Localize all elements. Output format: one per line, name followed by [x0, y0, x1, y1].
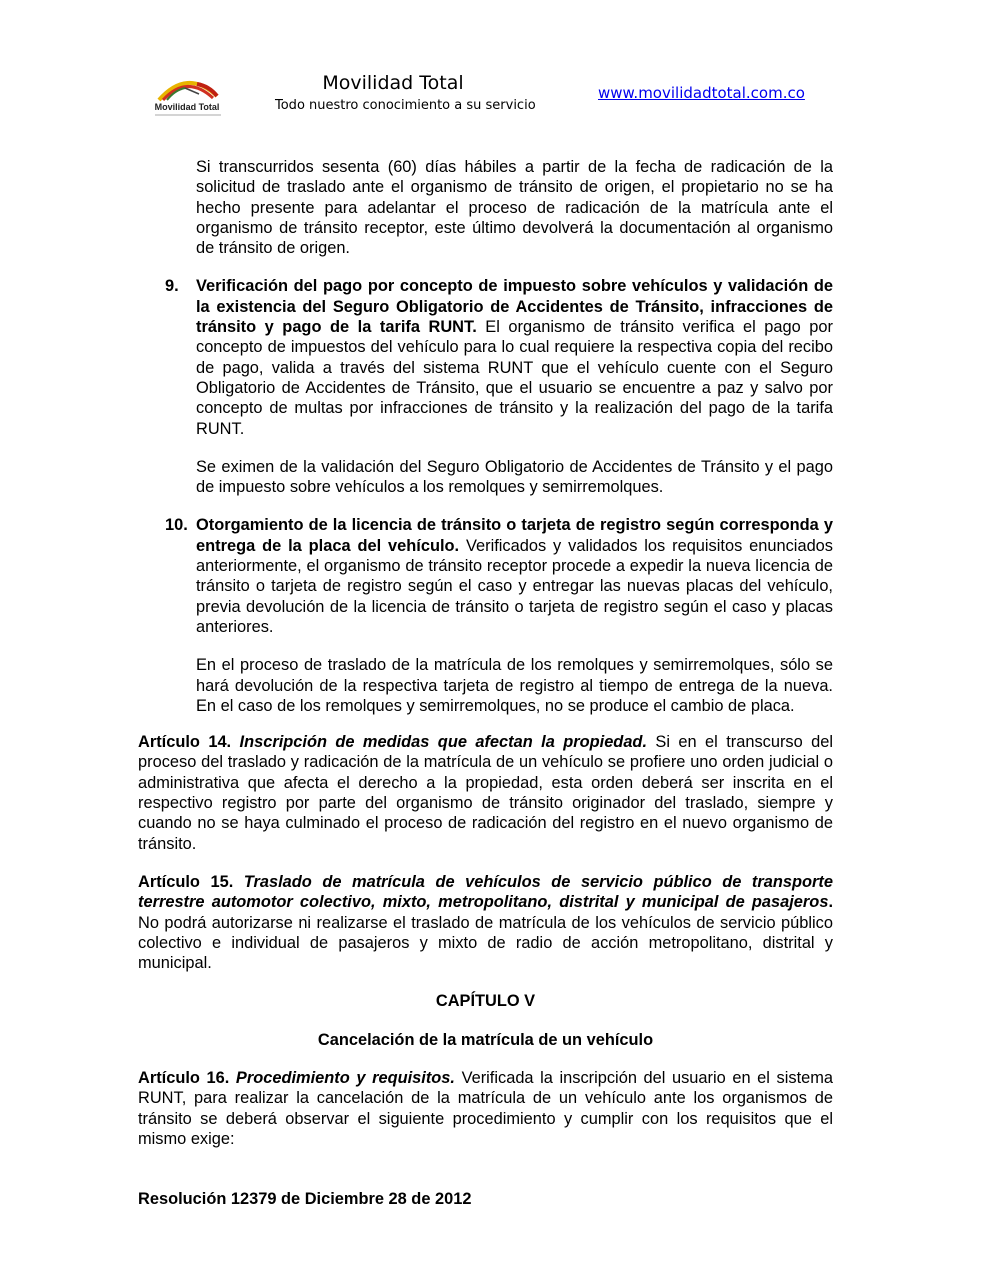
chapter-heading: CAPÍTULO V	[435, 992, 536, 1011]
article-15	[138, 872, 833, 973]
article-label: Artículo 15.	[138, 872, 234, 891]
page-footer: Resolución 12379 de Diciembre 28 de 2012	[138, 1190, 472, 1208]
article-label: Artículo 14.	[138, 733, 232, 752]
paragraph: Se eximen de la validación del Seguro Obligatorio de Accidentes de Tránsito y el pago de impuesto sobre vehículos a los remolques y semirremolques.	[196, 457, 833, 497]
article-text: Si en el transcurso del proceso del traslado y radicación de la matrícula de un vehículo se profiere uno orden judicial o administrativa que afecta el derecho a la propiedad, esta orden deberá ser inscrita en el respectivo registro por parte del organismo de tránsito originador del traslado, siempre y cuando no se haya culminado el proceso de radicación del registro en el nuevo organismo de tránsito.	[138, 733, 833, 853]
list-item-10	[165, 515, 833, 637]
list-item-text: El organismo de tránsito verifica el pago por concepto de impuestos del vehículo para lo cual requiere la respectiva copia del recibo de pago, valida a través del sistema RUNT que el vehículo cuente con el Seguro Obligatorio de Accidentes de Tránsito, que el usuario se encuentre a paz y salvo por concepto de multas por infracciones de tránsito y la realización del pago de la tarifa RUNT.	[196, 318, 833, 438]
movilidad-total-logo-icon	[145, 70, 230, 120]
article-title: Inscripción de medidas que afectan la propiedad.	[239, 733, 648, 752]
article-text: Verificada la inscripción del usuario en el sistema RUNT, para realizar la cancelación de la matrícula de un vehículo ante los organismos de tránsito se deberá observar el siguiente procedimiento y cumplir con los requisitos que el mismo exige:	[138, 1068, 834, 1148]
list-item-9	[165, 276, 833, 438]
chapter-title: Cancelación de la matrícula de un vehículo	[317, 1030, 654, 1049]
article-title: Procedimiento y requisitos.	[235, 1068, 455, 1087]
article-title: Traslado de matrícula de vehículos de servicio público de transporte terrestre automotor colectivo, mixto, metropolitano, distrital y municipal de pasajeros	[138, 872, 833, 912]
paragraph: En el proceso de traslado de la matrícula de los remolques y semirremolques, sólo se hará devolución de la respectiva tarjeta de registro al tiempo de entrega de la nueva. En el caso de los remolques y semirremolques, no se produce el cambio de placa.	[196, 656, 833, 715]
svg-text:Movilidad Total: Movilidad Total	[154, 102, 220, 112]
list-item-heading: Verificación del pago por concepto de impuesto sobre vehículos y validación de la existencia del Seguro Obligatorio de Accidentes de Tránsito, infracciones de tránsito y pago de la tarifa RUNT.	[196, 277, 833, 337]
website-link[interactable]: www.movilidadtotal.com.co	[598, 84, 805, 102]
article-16	[138, 1068, 833, 1149]
header-subtitle: Todo nuestro conocimiento a su servicio	[275, 98, 536, 113]
list-item-heading: Otorgamiento de la licencia de tránsito o tarjeta de registro según corresponda y entrega de la placa del vehículo.	[196, 516, 833, 555]
page-header	[0, 64, 990, 124]
document-body	[138, 157, 833, 1167]
header-title: Movilidad Total	[322, 72, 464, 94]
article-14	[138, 732, 833, 854]
article-title-dot: .	[828, 893, 833, 912]
article-text: No podrá autorizarse ni realizarse el traslado de matrícula de los vehículos de servicio público colectivo e individual de pasajeros y mixto de radio de acción metropolitano, distrital y municipal.	[138, 913, 833, 973]
list-number: 10.	[165, 516, 188, 535]
list-item-text: Verificados y validados los requisitos enunciados anteriormente, el organismo de tránsito receptor procede a expedir la nueva licencia de tránsito o tarjeta de registro según el caso y entregar las nuevas placas del vehículo, previa devolución de la licencia de tránsito o tarjeta de registro según el caso y placas anteriores.	[196, 536, 833, 636]
paragraph: Si transcurridos sesenta (60) días hábiles a partir de la fecha de radicación de la solicitud de traslado ante el organismo de tránsito de origen, el propietario no se ha hecho presente para adelantar el proceso de radicación de la matrícula ante el organismo de tránsito receptor, este último devolverá la documentación al organismo de tránsito de origen.	[196, 158, 833, 258]
article-label: Artículo 16.	[138, 1068, 230, 1087]
list-number: 9.	[165, 277, 179, 296]
